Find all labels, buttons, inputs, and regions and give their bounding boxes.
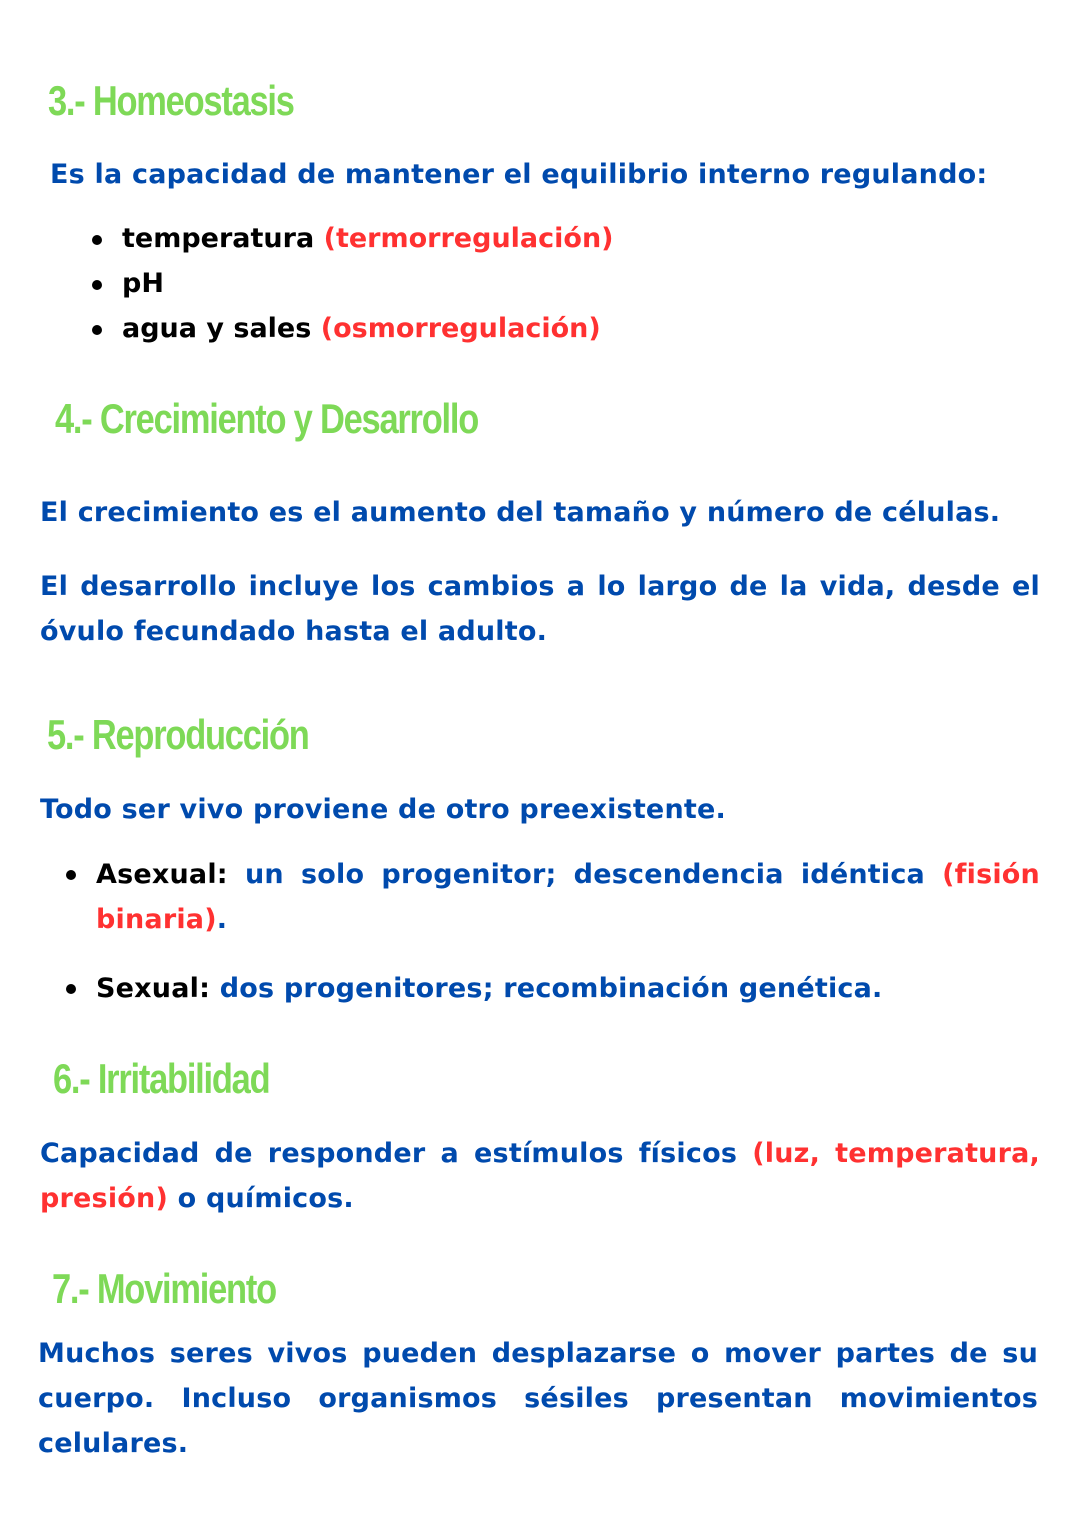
bullet-note-open: (: [320, 313, 334, 344]
irritability-paragraph: Capacidad de responder a estímulos físicos (luz, temperatura, presión) o químicos.: [40, 1138, 1040, 1214]
bullet-term: pH: [122, 268, 164, 299]
section-7-title: 7.- Movimiento: [52, 1265, 276, 1312]
bullet-icon: [92, 325, 102, 335]
development-paragraph: El desarrollo incluye los cambios a lo largo de la vida, desde el óvulo fecundado hasta el adulto.: [40, 571, 1040, 647]
asexual-text: Asexual: un solo progenitor; descendencia idéntica (fisión binaria).: [96, 859, 1040, 935]
bullet-note-close: ): [588, 313, 601, 344]
list-item: [92, 263, 614, 308]
bullet-icon: [66, 984, 76, 994]
section-6-title: 6.- Irritabilidad: [53, 1055, 270, 1102]
bullet-note: osmorregulación: [333, 313, 589, 344]
bullet-note: termorregulación: [335, 223, 602, 254]
movement-paragraph: Muchos seres vivos pueden desplazarse o mover partes de su cuerpo. Incluso organismos sésiles presentan movimientos celulares.: [38, 1338, 1038, 1459]
bullet-note-open: (: [323, 223, 336, 254]
bullet-term: agua y sales: [122, 313, 312, 344]
bullet-note-close: ): [601, 223, 614, 254]
growth-paragraph: El crecimiento es el aumento del tamaño y número de células.: [40, 497, 1001, 528]
asexual-bullet: [66, 852, 1040, 942]
section-4-title: 4.- Crecimiento y Desarrollo: [55, 395, 479, 442]
sexual-bullet: [66, 966, 1040, 1011]
list-item: [92, 218, 614, 263]
list-item: [92, 308, 614, 353]
bullet-icon: [66, 870, 76, 880]
section-3-intro: Es la capacidad de mantener el equilibrio interno regulando:: [50, 159, 988, 190]
bullet-term: temperatura: [122, 223, 315, 254]
bullet-icon: [92, 280, 102, 290]
bullet-icon: [92, 235, 102, 245]
section-5-intro: Todo ser vivo proviene de otro preexistente.: [40, 794, 726, 825]
sexual-text: Sexual: dos progenitores; recombinación genética.: [96, 973, 883, 1004]
homeostasis-list: [92, 218, 614, 353]
section-5-title: 5.- Reproducción: [47, 711, 309, 758]
section-3-title: 3.- Homeostasis: [48, 77, 294, 124]
